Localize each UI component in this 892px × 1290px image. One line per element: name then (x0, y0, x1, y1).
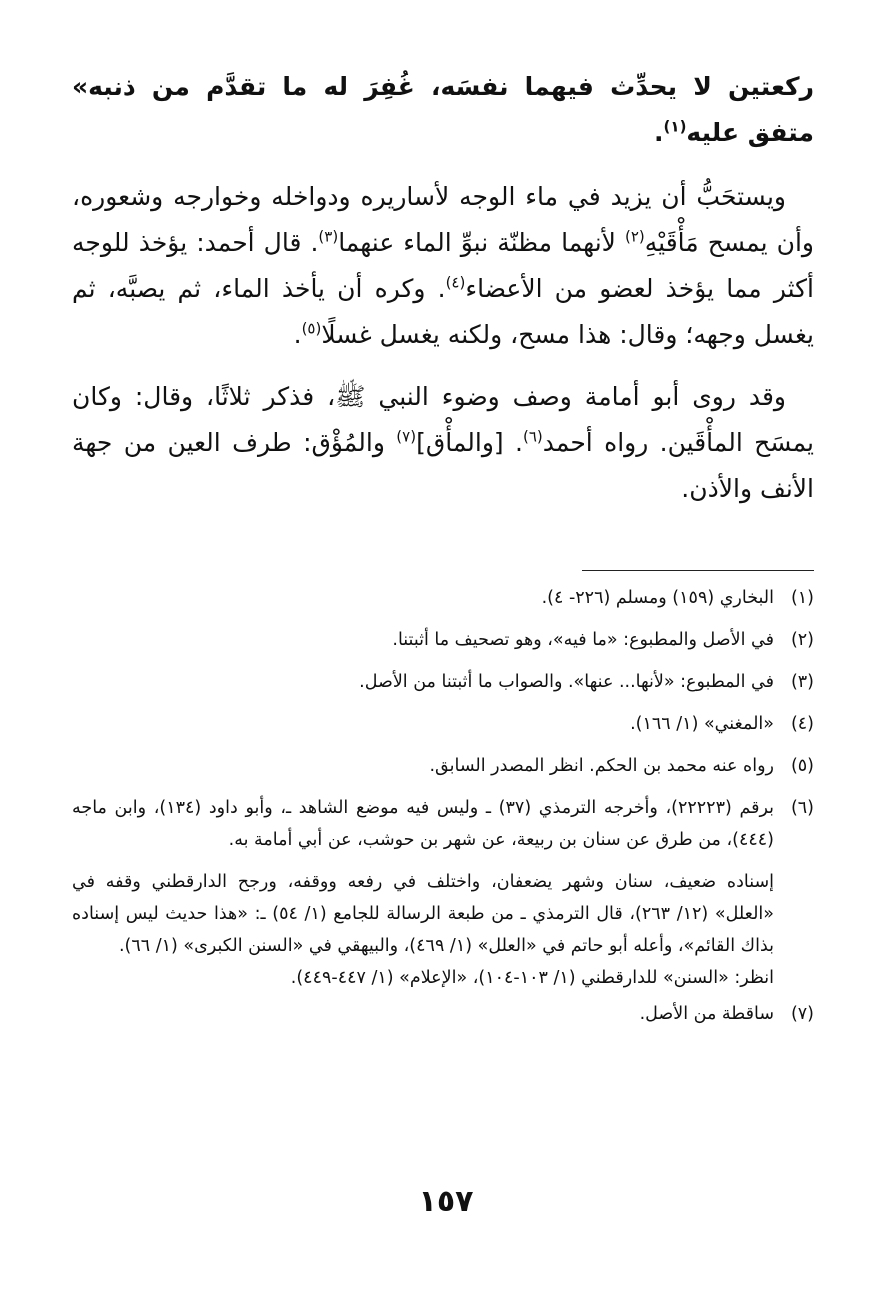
paragraph-3 (72, 374, 814, 512)
paragraph-1 (72, 64, 814, 156)
p2-text-4: . وكره أن يأخذ الماء، ثم يصبَّه، ثم يغسل وجهه؛ وقال: هذا مسح، ولكنه يغسل غسلًا (72, 274, 814, 349)
main-text (72, 64, 814, 528)
p2-text-3: . قال أحمد: يؤخذ للوجه أكثر مما يؤخذ لعضو من الأعضاء (72, 228, 815, 303)
p1-end: . (654, 118, 664, 147)
p1-text: ركعتين لا يحدِّث فيهما نفسَه، غُفِرَ له ما تقدَّم من ذنبه» متفق عليه (72, 72, 814, 147)
footnote-text: «المغني» (١/ ١٦٦). (630, 714, 774, 734)
footnote-1 (72, 582, 814, 614)
p3-text-3: والمُؤْق: طرف العين من جهة الأنف والأذن. (72, 428, 814, 503)
p2-text-5: . (293, 320, 302, 349)
paragraph-2 (72, 174, 814, 358)
footnote-separator (582, 570, 814, 571)
footnote-ref-6[interactable]: (٦) (523, 427, 543, 446)
footnote-number: (٥) (790, 756, 814, 776)
footnote-number: (٧) (790, 1004, 814, 1024)
footnote-ref-4[interactable]: (٤) (445, 273, 466, 292)
footnote-text: برقم (٢٢٢٢٣)، وأخرجه الترمذي (٣٧) ـ وليس فيه موضع الشاهد ـ، وأبو داود (١٣٤)، وابن ماجه (٤٤٤)، من طرق عن سنان بن ربيعة، عن شهر بن حوشب، عن أبي أمامة به. (72, 798, 774, 850)
p2-text-2: لأنهما مظنّة نبوِّ الماء عنهما (338, 228, 625, 257)
footnote-4 (72, 708, 814, 740)
footnote-ref-5[interactable]: (٥) (301, 319, 322, 338)
footnote-text: في الأصل والمطبوع: «ما فيه»، وهو تصحيف ما أثبتنا. (392, 630, 774, 650)
footnote-ref-1[interactable]: (١) (663, 117, 687, 136)
footnote-2 (72, 624, 814, 656)
footnote-number: (٦) (790, 798, 814, 818)
footnote-ref-7[interactable]: (٧) (396, 427, 417, 446)
footnote-number: (٢) (790, 630, 814, 650)
footnote-6 (72, 792, 814, 856)
p3-text-1: وقد روى أبو أمامة وصف وضوء النبي ﷺ، فذكر ثلاثًا، وقال: وكان يمسَح المأْقَين. رواه أحمد (72, 382, 815, 457)
footnote-text: ساقطة من الأصل. (639, 1004, 774, 1024)
footnote-3 (72, 666, 814, 698)
footnote-ref-3[interactable]: (٣) (318, 227, 339, 246)
footnote-6-continuation (72, 866, 774, 994)
page-number: ١٥٧ (418, 1184, 474, 1219)
footnote-number: (٤) (790, 714, 814, 734)
footnote-6-paragraph-2: إسناده ضعيف، سنان وشهر يضعفان، واختلف في رفعه ووقفه، ورجح الدارقطني وقفه في «العلل» (١٢/ ٢٦٣)، قال الترمذي ـ من طبعة الرسالة للجامع (١/ ٥٤) ـ: «هذا حديث ليس إسناده بذاك القائم»، وأعله أبو حاتم في «العلل» (١/ ٤٦٩)، والبيهقي في «السنن الكبرى» (١/ ٦٦). (72, 872, 774, 956)
footnotes-section (72, 582, 814, 1040)
footnote-number: (٣) (790, 672, 814, 692)
p3-text-2: . [والمأْق] (416, 428, 523, 457)
footnote-ref-2[interactable]: (٢) (624, 227, 645, 246)
footnote-5 (72, 750, 814, 782)
footnote-number: (١) (790, 588, 814, 608)
footnote-text: رواه عنه محمد بن الحكم. انظر المصدر السابق. (429, 756, 774, 776)
footnote-text: البخاري (١٥٩) ومسلم (٢٢٦- ٤). (541, 588, 774, 608)
footnote-text: في المطبوع: «لأنها... عنها». والصواب ما أثبتنا من الأصل. (359, 672, 774, 692)
footnote-7 (72, 998, 814, 1030)
footnote-6-paragraph-3: انظر: «السنن» للدارقطني (١/ ١٠٣-١٠٤)، «الإعلام» (١/ ٤٤٧-٤٤٩). (290, 968, 774, 988)
p2-text-1: ويستحَبُّ أن يزيد في ماء الوجه لأساريره ودواخله وخوارجه وشعوره، وأن يمسح مَأْقَيْهِ (72, 182, 815, 257)
